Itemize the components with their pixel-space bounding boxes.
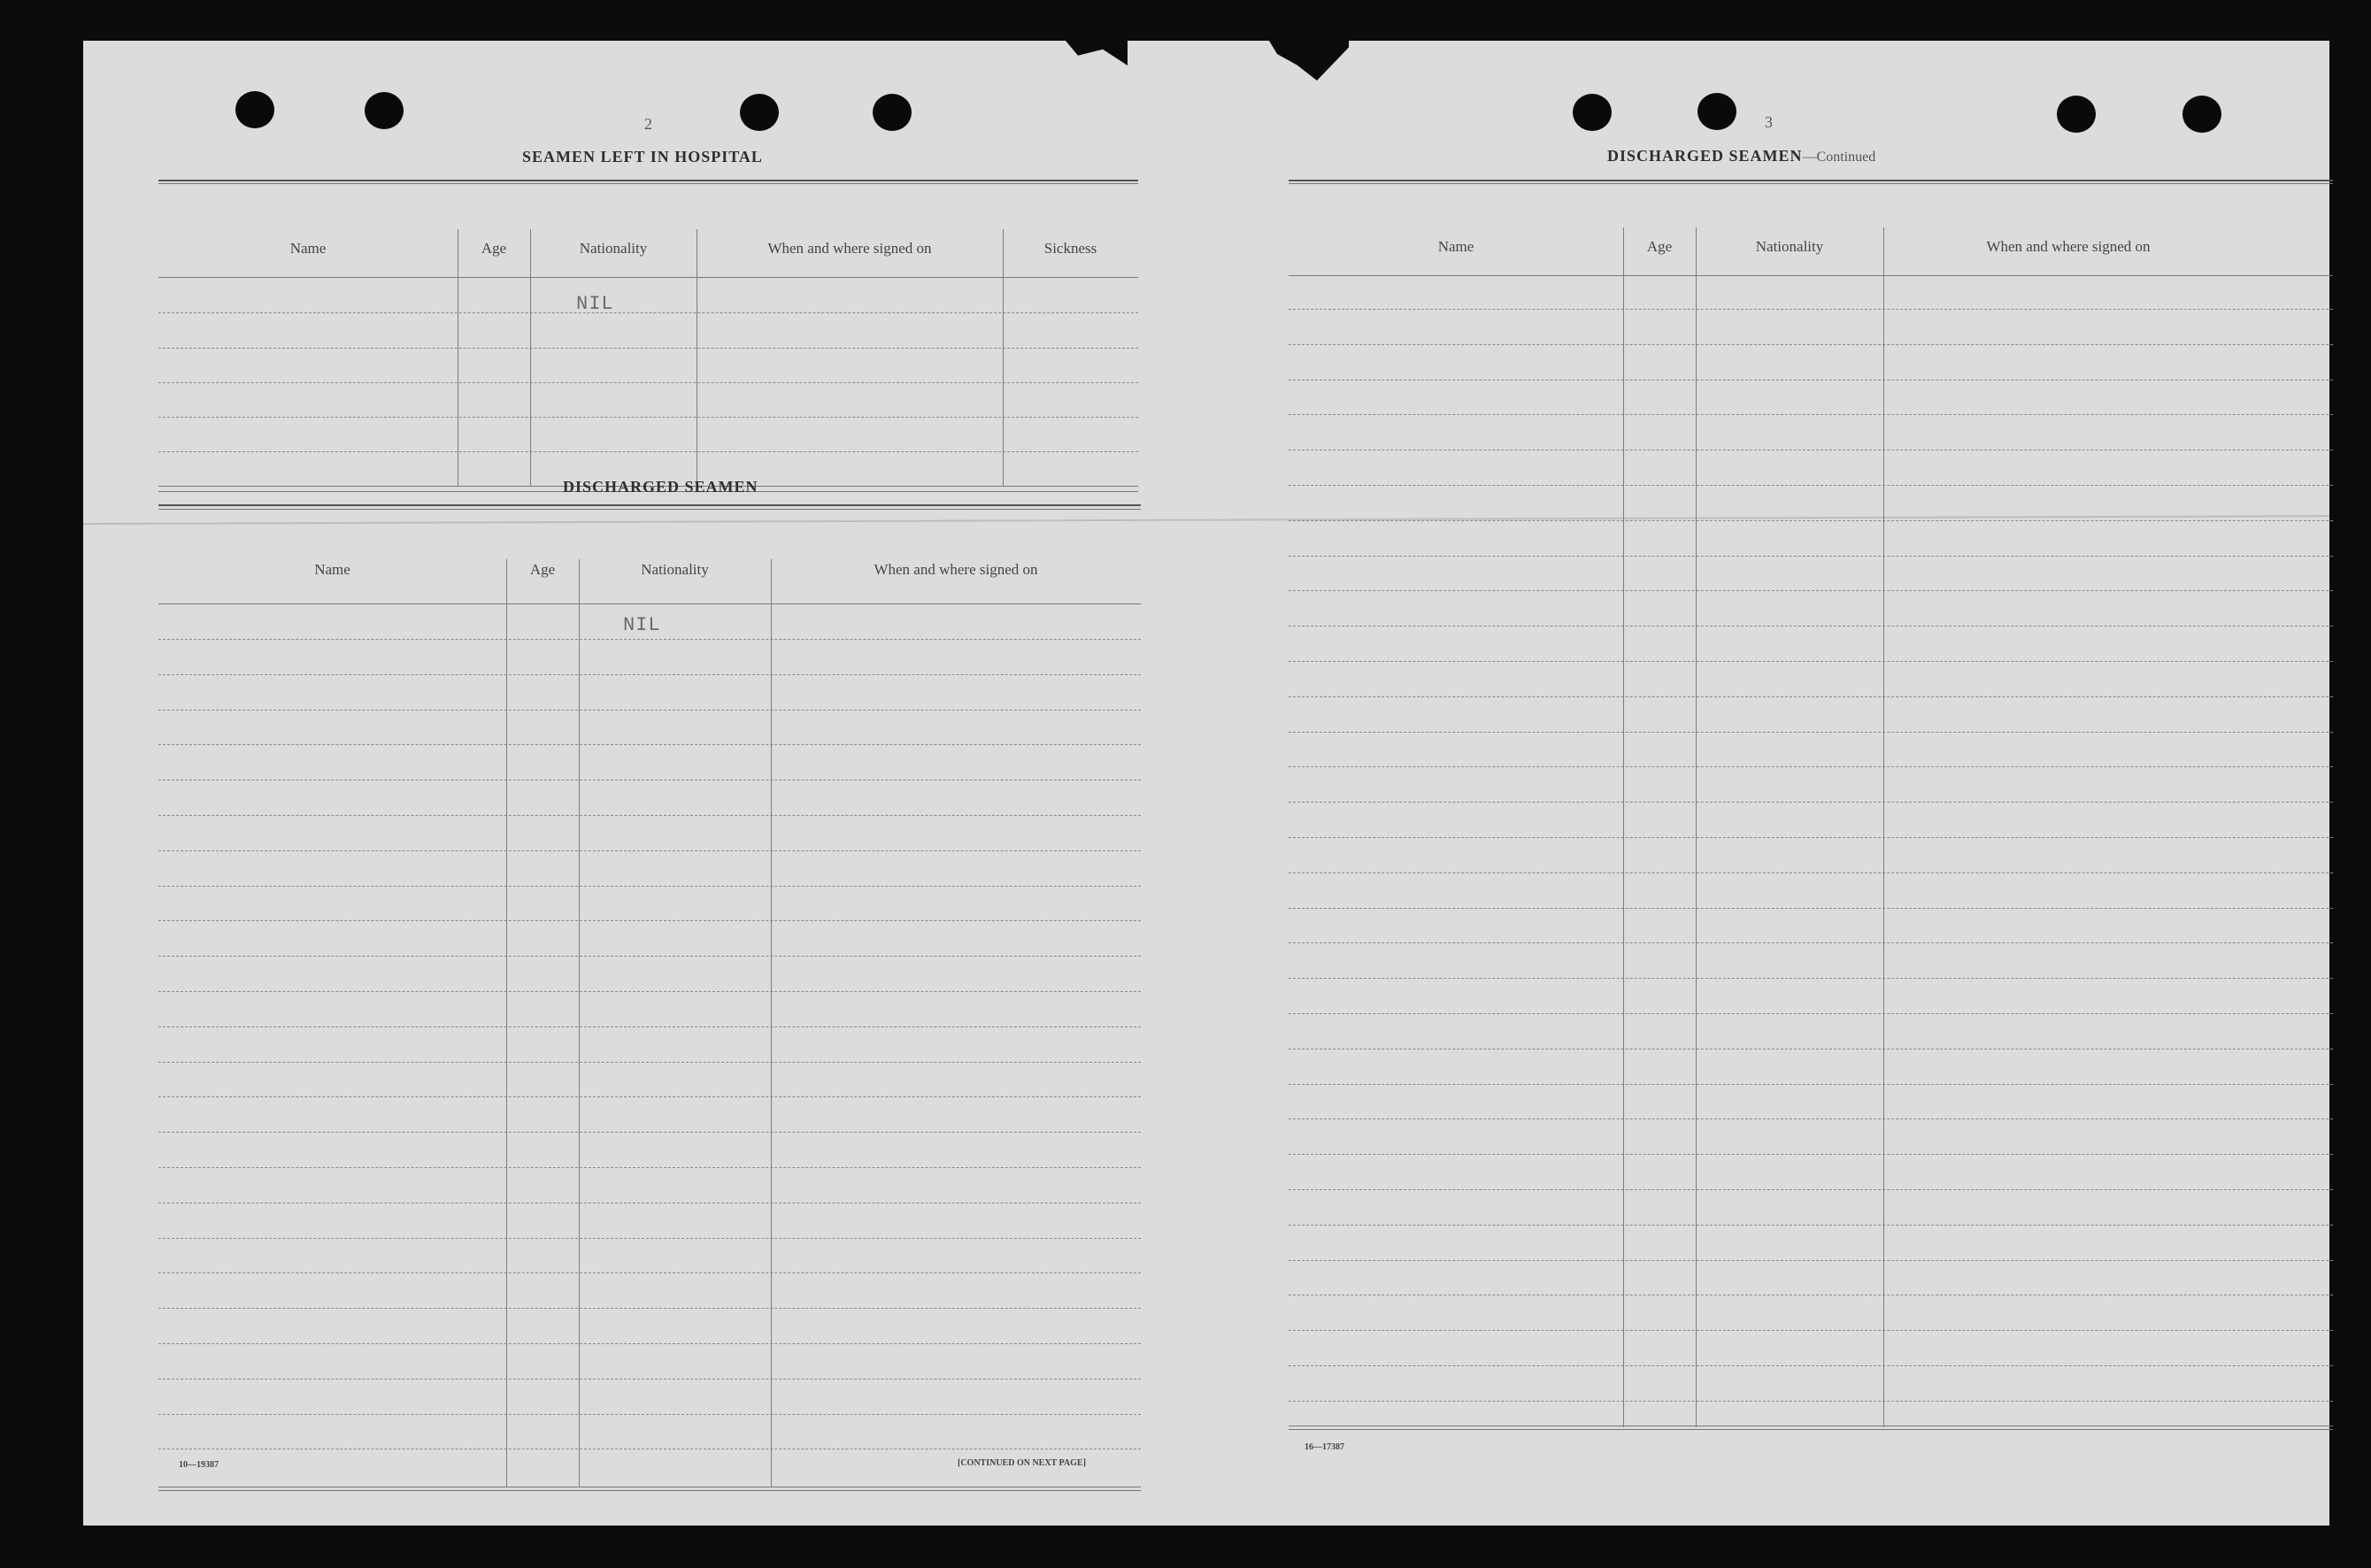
table-row <box>158 1096 1141 1097</box>
table-row <box>1289 802 2333 803</box>
left-footer-form-number: 10—19387 <box>179 1460 219 1470</box>
table-row <box>158 710 1141 711</box>
table-row <box>158 417 1138 418</box>
punch-hole <box>365 92 404 129</box>
discharged-table-right <box>1289 180 2333 1472</box>
table-row <box>1289 978 2333 979</box>
column-header: Age <box>481 240 507 257</box>
punch-hole <box>873 94 912 131</box>
right-section-title <box>1607 147 1875 165</box>
right-page-number: 3 <box>1765 113 1773 131</box>
punch-hole <box>2057 96 2096 133</box>
table-row <box>1289 1401 2333 1402</box>
table-row <box>158 1026 1141 1027</box>
column-header: Nationality <box>641 561 709 578</box>
table-row <box>1289 661 2333 662</box>
punch-hole <box>740 94 779 131</box>
table-row <box>1289 309 2333 310</box>
table-row <box>158 674 1141 675</box>
column-header: Name <box>1437 238 1474 255</box>
torn-edge <box>1269 41 1349 85</box>
column-header: Sickness <box>1043 240 1097 257</box>
table-row <box>158 348 1138 349</box>
table-row <box>1289 556 2333 557</box>
right-section-title-text: DISCHARGED SEAMEN <box>1607 147 1803 165</box>
table-row <box>1289 1225 2333 1226</box>
column-header: Nationality <box>1755 238 1824 255</box>
right-footer-form-number: 16—17387 <box>1305 1442 1344 1452</box>
table-row <box>158 451 1138 452</box>
left-page-number: 2 <box>644 115 652 133</box>
table-row <box>158 1414 1141 1415</box>
table-row <box>1289 520 2333 521</box>
table-row <box>1289 1118 2333 1119</box>
table-row <box>1289 872 2333 873</box>
table-row <box>158 1379 1141 1380</box>
column-header: Age <box>529 561 556 578</box>
table-row <box>158 1132 1141 1133</box>
discharged-table-left <box>158 504 1141 1460</box>
table-row <box>158 744 1141 745</box>
table-row <box>158 886 1141 887</box>
table-row <box>1289 590 2333 591</box>
table-row <box>1289 942 2333 943</box>
table-row <box>1289 1189 2333 1190</box>
column-header: When and where signed on <box>874 561 1038 578</box>
table-row <box>1289 1013 2333 1014</box>
table-row <box>158 1308 1141 1309</box>
table-row <box>158 920 1141 921</box>
table-row <box>158 1167 1141 1168</box>
table-row <box>1289 1365 2333 1366</box>
column-header: When and where signed on <box>1986 238 2151 255</box>
column-header: Age <box>1646 238 1673 255</box>
table-row <box>1289 344 2333 345</box>
column-header: Name <box>314 561 350 578</box>
column-header: When and where signed on <box>767 240 932 257</box>
typed-entry: NIL <box>623 614 661 636</box>
punch-hole <box>2182 96 2221 133</box>
table-row <box>1289 696 2333 697</box>
table-row <box>1289 1260 2333 1261</box>
table-row <box>158 1272 1141 1273</box>
table-row <box>1289 837 2333 838</box>
punch-hole <box>1697 93 1736 130</box>
table-row <box>158 312 1138 313</box>
torn-edge <box>1066 41 1128 65</box>
discharged-section-title: DISCHARGED SEAMEN <box>563 478 758 496</box>
punch-hole <box>1573 94 1612 131</box>
table-row <box>158 1238 1141 1239</box>
table-row <box>158 956 1141 957</box>
column-header: Name <box>289 240 327 257</box>
table-row <box>158 991 1141 992</box>
table-row <box>1289 1154 2333 1155</box>
table-row <box>158 1343 1141 1344</box>
hospital-table <box>158 180 1138 495</box>
right-section-title-continued: —Continued <box>1802 150 1876 165</box>
hospital-section-title: SEAMEN LEFT IN HOSPITAL <box>522 148 763 165</box>
document-sheet <box>83 41 2329 1526</box>
table-row <box>1289 732 2333 733</box>
table-row <box>158 639 1141 640</box>
table-row <box>1289 908 2333 909</box>
table-row <box>158 1062 1141 1063</box>
table-row <box>158 815 1141 816</box>
left-footer-continued-note: [CONTINUED ON NEXT PAGE] <box>958 1458 1086 1468</box>
table-row <box>1289 414 2333 415</box>
punch-hole <box>235 91 274 128</box>
table-row <box>1289 485 2333 486</box>
table-row <box>158 382 1138 383</box>
table-row <box>158 850 1141 851</box>
table-row <box>1289 766 2333 767</box>
typed-entry: NIL <box>576 293 614 315</box>
table-row <box>1289 1330 2333 1331</box>
column-header: Nationality <box>579 240 648 257</box>
table-row <box>1289 1084 2333 1085</box>
